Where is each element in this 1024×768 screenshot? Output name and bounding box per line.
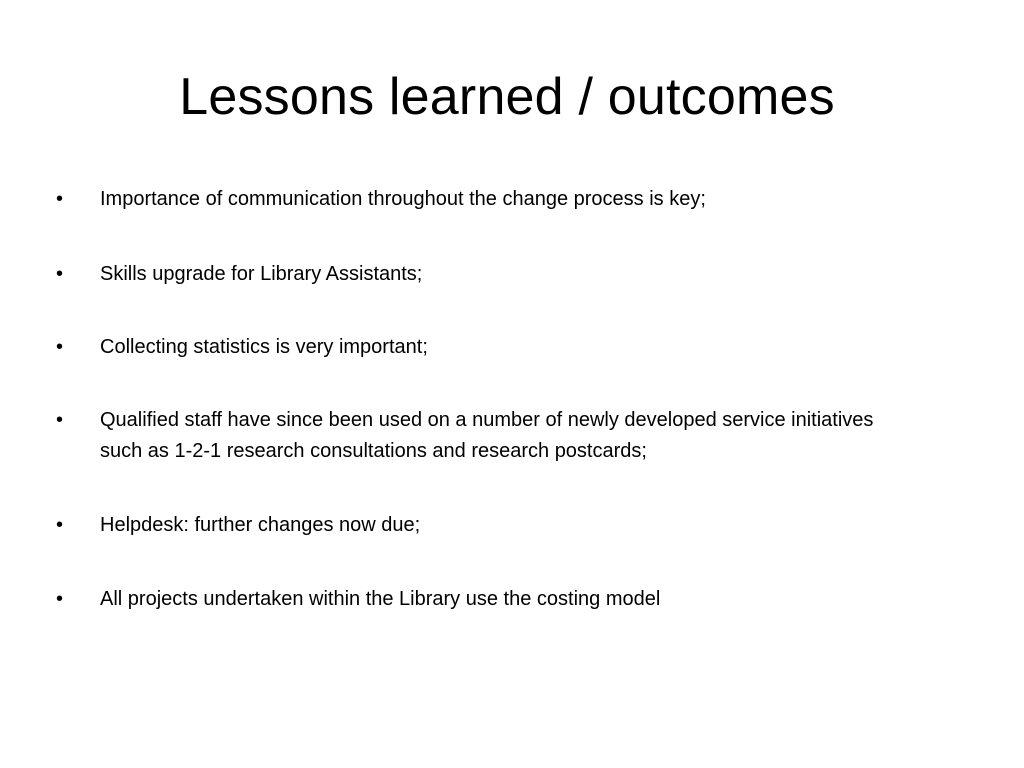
bullet-icon: • <box>56 514 64 536</box>
list-item <box>56 584 956 615</box>
bullet-text: Qualified staff have since been used on a number of newly developed service initiatives such as 1-2-1 research consultations and research postcards; <box>100 409 874 462</box>
bullet-icon: • <box>56 263 64 285</box>
bullet-text: Collecting statistics is very important; <box>100 336 428 358</box>
bullet-icon: • <box>56 188 64 210</box>
bullet-icon: • <box>56 409 64 431</box>
list-item <box>56 332 956 363</box>
slide-title: Lessons learned / outcomes <box>179 68 835 126</box>
list-item <box>56 510 956 541</box>
bullet-text: Importance of communication throughout the change process is key; <box>100 188 706 210</box>
bullet-icon: • <box>56 588 64 610</box>
bullet-text: Skills upgrade for Library Assistants; <box>100 263 423 285</box>
list-item <box>56 184 956 215</box>
list-item <box>56 259 956 290</box>
bullet-text: Helpdesk: further changes now due; <box>100 514 421 536</box>
bullet-icon: • <box>56 336 64 358</box>
bullet-text: All projects undertaken within the Library use the costing model <box>100 588 661 610</box>
list-item <box>56 405 956 467</box>
